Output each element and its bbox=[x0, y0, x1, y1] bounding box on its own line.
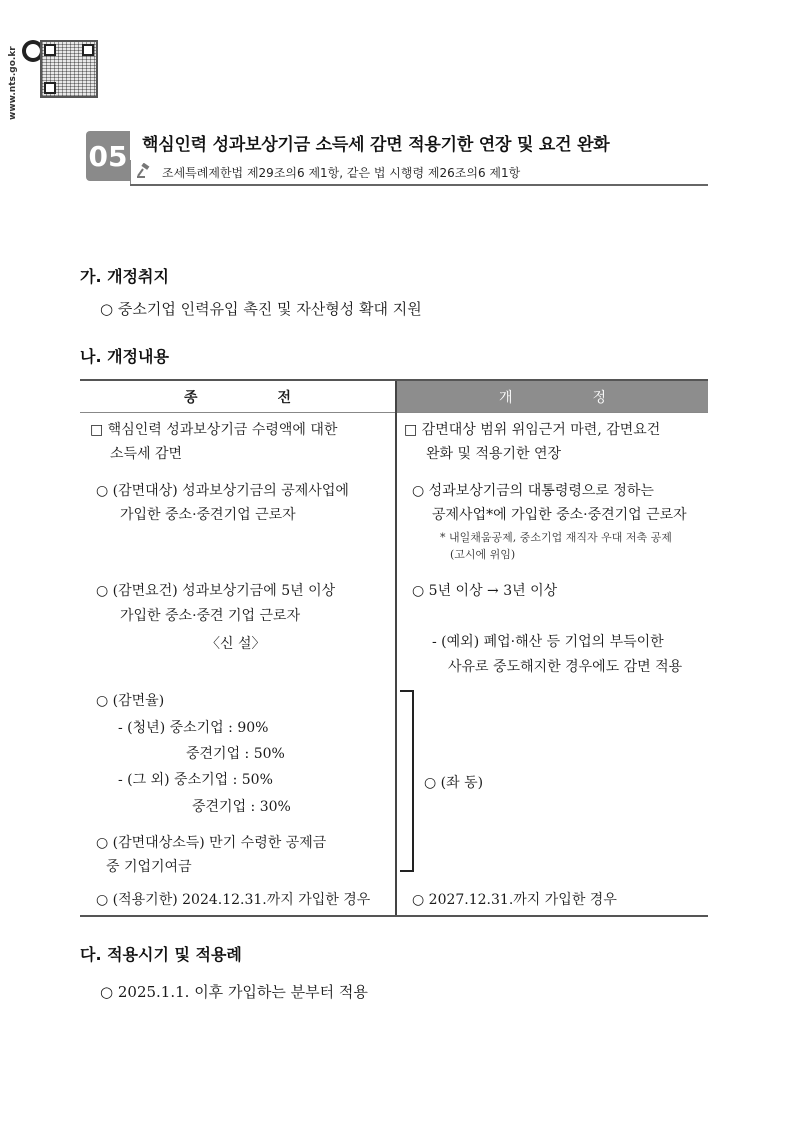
before-r4b: - (청년) 중소기업 : 90% bbox=[118, 720, 269, 736]
before-r3a: ○ (감면요건) 성과보상기금에 5년 이상 bbox=[96, 583, 336, 599]
site-url: www.nts.go.kr bbox=[8, 46, 18, 120]
gavel-icon bbox=[136, 163, 152, 179]
qr-finder-2 bbox=[82, 44, 94, 56]
law-reference: 조세특례제한법 제29조의6 제1항, 같은 법 시행령 제26조의6 제1항 bbox=[162, 166, 521, 180]
qr-finder-3 bbox=[44, 82, 56, 94]
table-head-before: 종전 bbox=[183, 389, 372, 406]
article-title: 핵심인력 성과보상기금 소득세 감면 적용기한 연장 및 요건 완화 bbox=[142, 135, 610, 155]
before-r1b: 소득세 감면 bbox=[110, 446, 183, 462]
after-r6a: ○ 2027.12.31.까지 가입한 경우 bbox=[412, 892, 617, 908]
header-divider bbox=[130, 184, 708, 186]
before-r4a: ○ (감면율) bbox=[96, 693, 165, 709]
table-bottom-border bbox=[80, 915, 708, 917]
before-r4c: 중견기업 : 50% bbox=[186, 746, 285, 762]
after-r3c: 사유로 중도해지한 경우에도 감면 적용 bbox=[448, 659, 683, 675]
bracket-same-as-left bbox=[400, 690, 414, 872]
section-purpose-item: ○ 중소기업 인력유입 촉진 및 자산형성 확대 지원 bbox=[100, 300, 422, 318]
table-head-separator bbox=[80, 412, 708, 413]
after-r3a: ○ 5년 이상 → 3년 이상 bbox=[412, 583, 558, 599]
before-r2b: 가입한 중소·중견기업 근로자 bbox=[120, 507, 296, 523]
after-r1a: □ 감면대상 범위 위임근거 마련, 감면요건 bbox=[404, 422, 661, 438]
before-r5a: ○ (감면대상소득) 만기 수령한 공제금 bbox=[96, 835, 327, 851]
section-content-heading: 나. 개정내용 bbox=[80, 347, 169, 366]
section-effective-heading: 다. 적용시기 및 적용례 bbox=[80, 945, 242, 964]
before-r1a: □ 핵심인력 성과보상기금 수령액에 대한 bbox=[90, 422, 338, 438]
section-purpose-heading: 가. 개정취지 bbox=[80, 267, 169, 286]
header-divider-vertical bbox=[130, 160, 131, 184]
after-r2a: ○ 성과보상기금의 대통령령으로 정하는 bbox=[412, 483, 654, 499]
before-r4d: - (그 외) 중소기업 : 50% bbox=[118, 772, 273, 788]
before-r4e: 중견기업 : 30% bbox=[192, 799, 291, 815]
qr-finder-1 bbox=[44, 44, 56, 56]
before-r5b: 중 기업기여금 bbox=[106, 859, 192, 875]
before-r2a: ○ (감면대상) 성과보상기금의 공제사업에 bbox=[96, 483, 349, 499]
article-number: 05 bbox=[86, 131, 130, 181]
before-r6a: ○ (적용기한) 2024.12.31.까지 가입한 경우 bbox=[96, 892, 371, 908]
after-r1b: 완화 및 적용기한 연장 bbox=[426, 446, 562, 462]
table-column-divider bbox=[395, 381, 397, 915]
section-effective-item: ○ 2025.1.1. 이후 가입하는 분부터 적용 bbox=[100, 983, 368, 1001]
after-r2-note1: * 내일채움공제, 중소기업 재직자 우대 저축 공제 bbox=[440, 531, 672, 544]
after-r2b: 공제사업*에 가입한 중소·중견기업 근로자 bbox=[432, 507, 687, 523]
after-r4a: ○ (좌 동) bbox=[424, 775, 484, 791]
before-r3c: 〈신 설〉 bbox=[206, 636, 266, 652]
table-head-after: 개정 bbox=[397, 381, 708, 412]
after-r2-note2: (고시에 위임) bbox=[450, 548, 516, 561]
qr-code bbox=[40, 40, 98, 98]
before-r3b: 가입한 중소·중견 기업 근로자 bbox=[120, 608, 301, 624]
after-r3b: - (예외) 폐업·해산 등 기업의 부득이한 bbox=[432, 634, 664, 650]
